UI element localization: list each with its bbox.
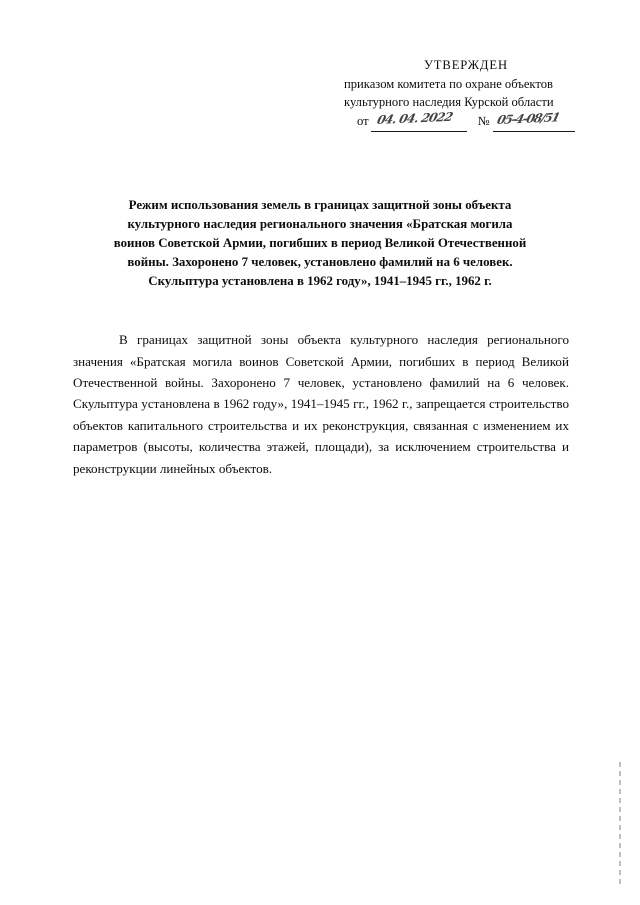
page-title-line: Скульптура установлена в 1962 году», 1941–1945 гг., 1962 г.: [148, 274, 492, 289]
order-date-field: [371, 110, 467, 132]
scan-artifact-line: [619, 762, 621, 888]
page-title-line: воинов Советской Армии, погибших в период Великой Отечественной: [113, 236, 527, 251]
order-number-field: [493, 110, 575, 132]
body-paragraph: В границах защитной зоны объекта культурного наследия регионального значения «Братская могила воинов Советской Армии, погибших в период Великой Отечественной войны. Захоронено 7 человек, установлено фамилий на 6 человек. Скульптура установлена в 1962 году», 1941–1945 гг., 1962 г., запрещается строительство объектов капитального строительства и их реконструкция, связанная с изменением их параметров (высоты, количества этажей, площади), за исключением строительства и реконструкции линейных объектов.: [73, 332, 569, 476]
order-number-label: №: [477, 114, 490, 129]
approval-authority-line-2: культурного наследия Курской области: [344, 94, 554, 109]
page-title: [68, 196, 572, 291]
order-number-handwriting: 05-4-08/51: [495, 110, 561, 128]
order-date-handwriting: 04. 04. 2022: [375, 110, 454, 128]
order-date-label: от: [357, 114, 369, 129]
page-title-line: войны. Захоронено 7 человек, установлено фамилий на 6 человек.: [127, 255, 513, 270]
approval-header-block: [344, 57, 588, 132]
approval-authority-line-1: приказом комитета по охране объектов: [344, 77, 553, 92]
page-title-line: культурного наследия регионального значения «Братская могила: [127, 217, 513, 232]
page-title-line: Режим использования земель в границах защитной зоны объекта: [128, 198, 512, 212]
order-issue-row: [344, 110, 588, 131]
approval-title: УТВЕРЖДЕН: [423, 58, 509, 72]
